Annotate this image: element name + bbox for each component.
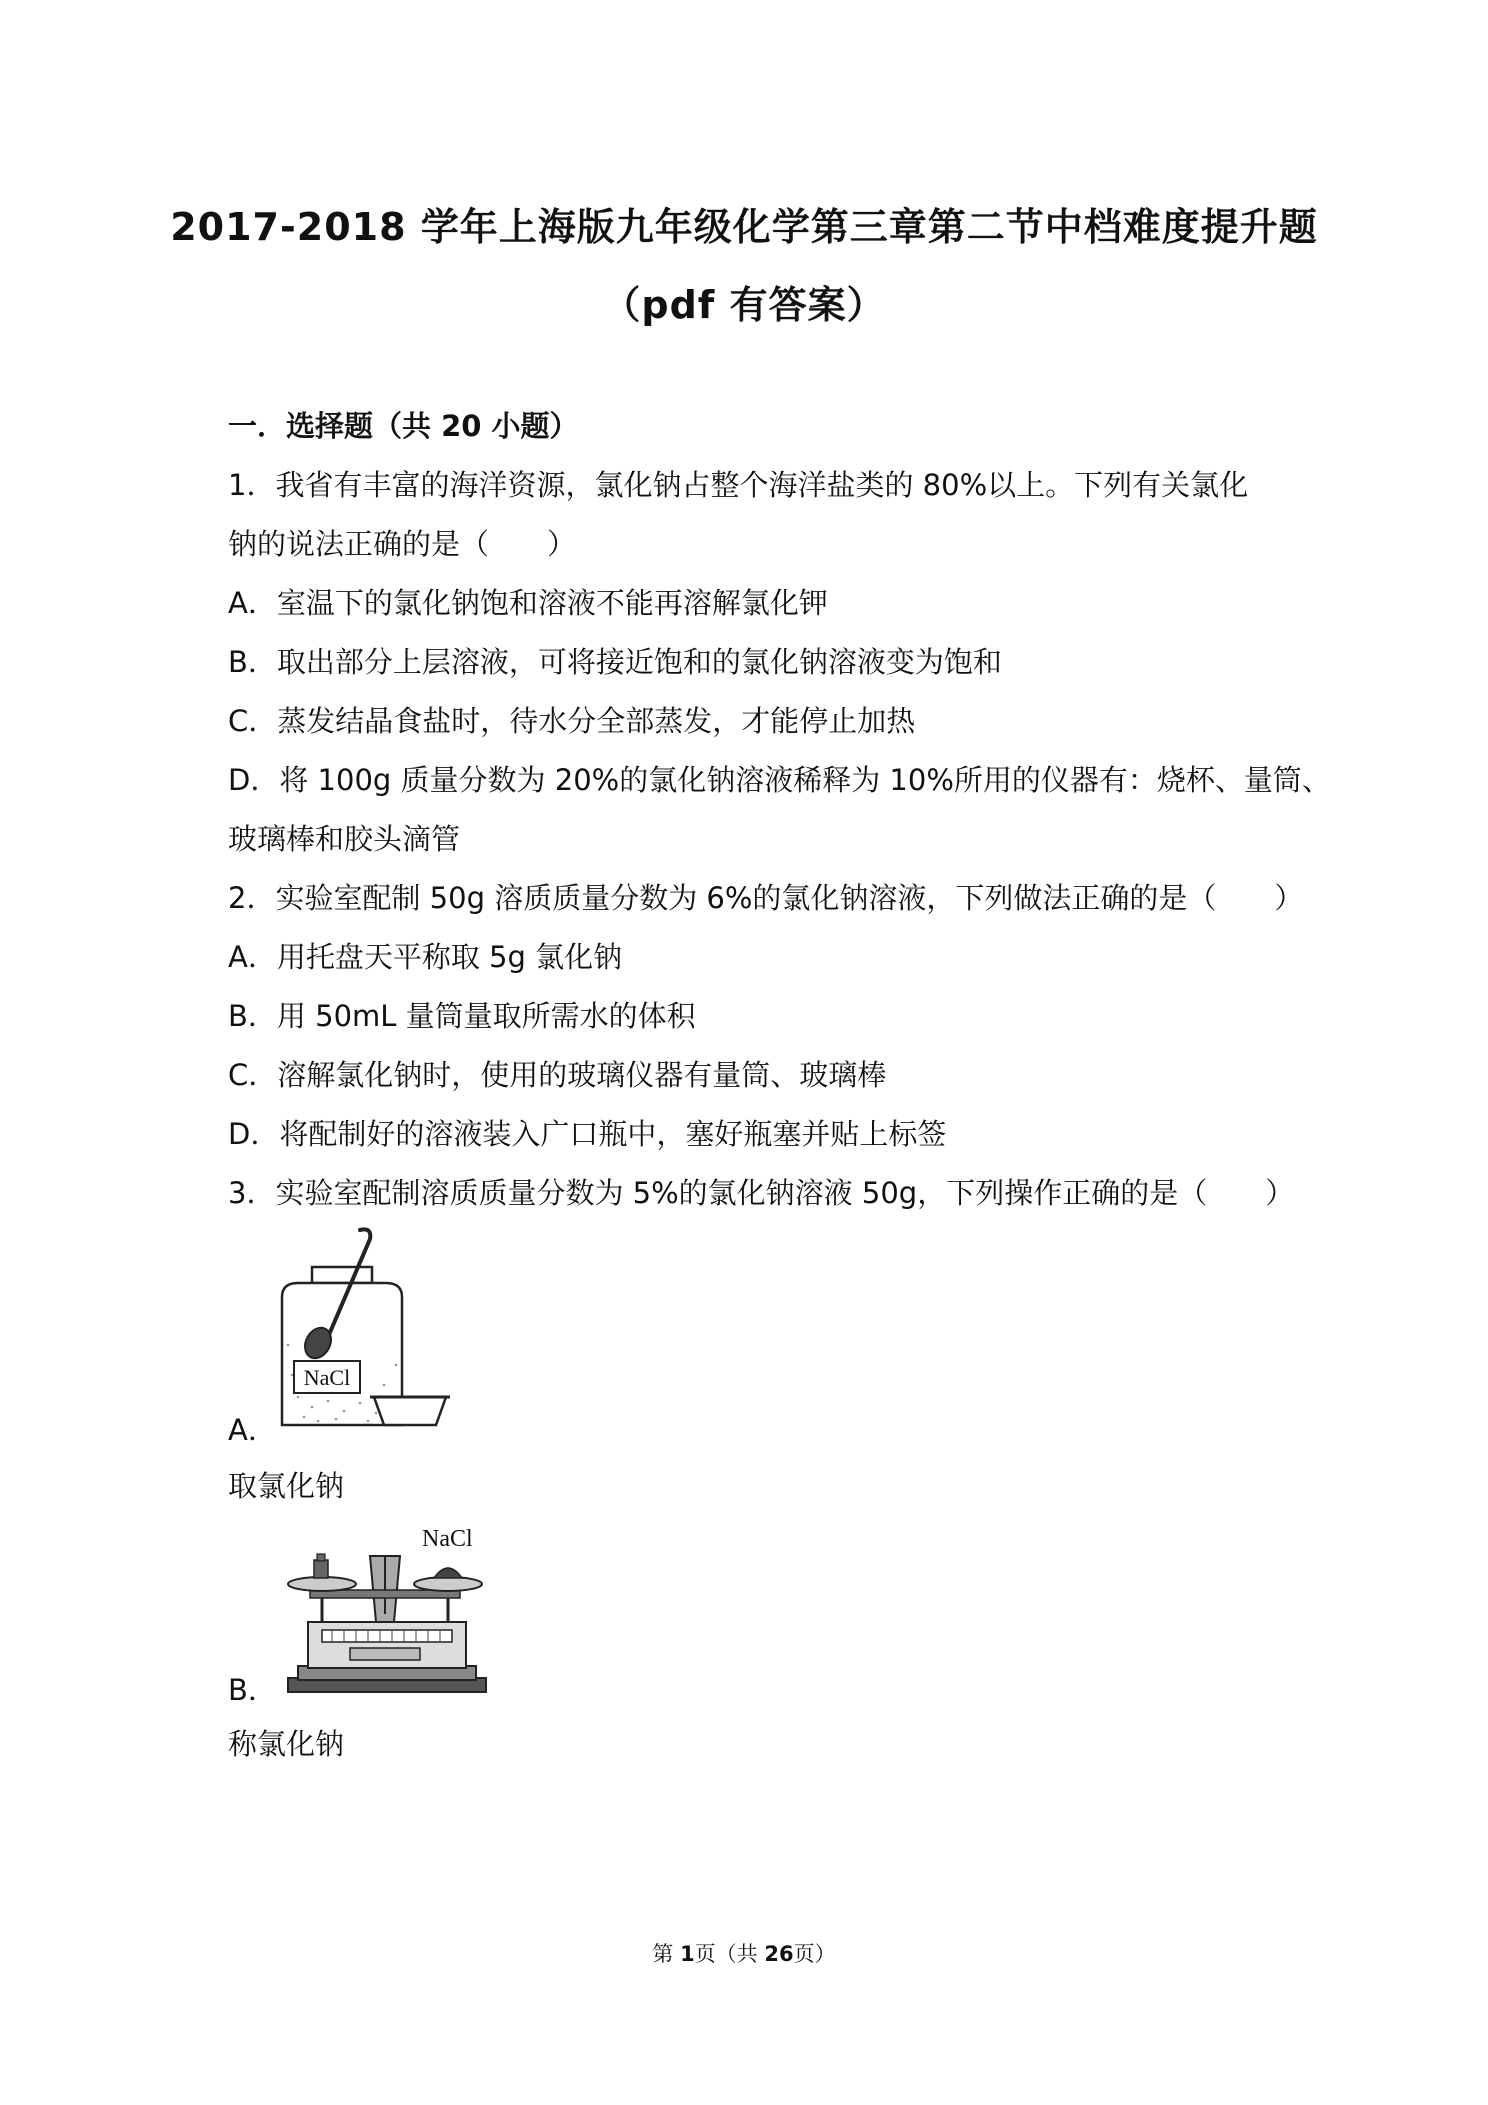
q1-option-d-line2: 玻璃棒和胶头滴管: [228, 822, 461, 856]
q1-stem-line2: 钠的说法正确的是（ ）: [228, 527, 577, 561]
q1-stem-line1: 1．我省有丰富的海洋资源，氯化钠占整个海洋盐类的 80%以上。下列有关氯化: [228, 468, 1249, 502]
q2-option-b: B．用 50mL 量筒量取所需水的体积: [228, 999, 696, 1033]
q3-option-a-caption: 取氯化钠: [228, 1469, 345, 1503]
footer-suffix: 页）: [793, 1942, 836, 1966]
q3-option-a-label: A．: [228, 1413, 277, 1447]
footer-mid: 页（共: [694, 1942, 765, 1966]
doc-title-line1: 2017-2018 学年上海版九年级化学第三章第二节中档难度提升题: [170, 205, 1318, 249]
footer-total-pages: 26: [764, 1942, 794, 1966]
footer-page-number: 1: [680, 1942, 695, 1966]
q1-option-c: C．蒸发结晶食盐时，待水分全部蒸发，才能停止加热: [228, 704, 916, 738]
pan-balance-figure: [280, 1518, 500, 1696]
bottle-label-text: NaCl: [303, 1365, 351, 1390]
q1-option-a: A．室温下的氯化钠饱和溶液不能再溶解氯化钾: [228, 586, 828, 620]
q2-stem: 2．实验室配制 50g 溶质质量分数为 6%的氯化钠溶液，下列做法正确的是（ ）: [228, 881, 1304, 915]
doc-title-line2: （pdf 有答案）: [602, 283, 886, 327]
q1-option-b: B．取出部分上层溶液，可将接近饱和的氯化钠溶液变为饱和: [228, 645, 1002, 679]
page-footer: [0, 1938, 1488, 1968]
balance-nacl-text: NaCl: [422, 1526, 473, 1552]
q1-option-d-line1: D．将 100g 质量分数为 20%的氯化钠溶液稀释为 10%所用的仪器有：烧杯、量筒、: [228, 763, 1331, 797]
q3-option-b-caption: 称氯化钠: [228, 1727, 345, 1761]
reagent-bottle-figure: [268, 1225, 468, 1435]
q3-option-b-label: B．: [228, 1673, 277, 1707]
q3-stem: 3．实验室配制溶质质量分数为 5%的氯化钠溶液 50g，下列操作正确的是（ ）: [228, 1176, 1295, 1210]
q2-option-a: A．用托盘天平称取 5g 氯化钠: [228, 940, 623, 974]
q2-option-d: D．将配制好的溶液装入广口瓶中，塞好瓶塞并贴上标签: [228, 1117, 947, 1151]
footer-prefix: 第: [652, 1942, 681, 1966]
q2-option-c: C．溶解氯化钠时，使用的玻璃仪器有量筒、玻璃棒: [228, 1058, 887, 1092]
section-heading: 一．选择题（共 20 小题）: [228, 409, 579, 443]
